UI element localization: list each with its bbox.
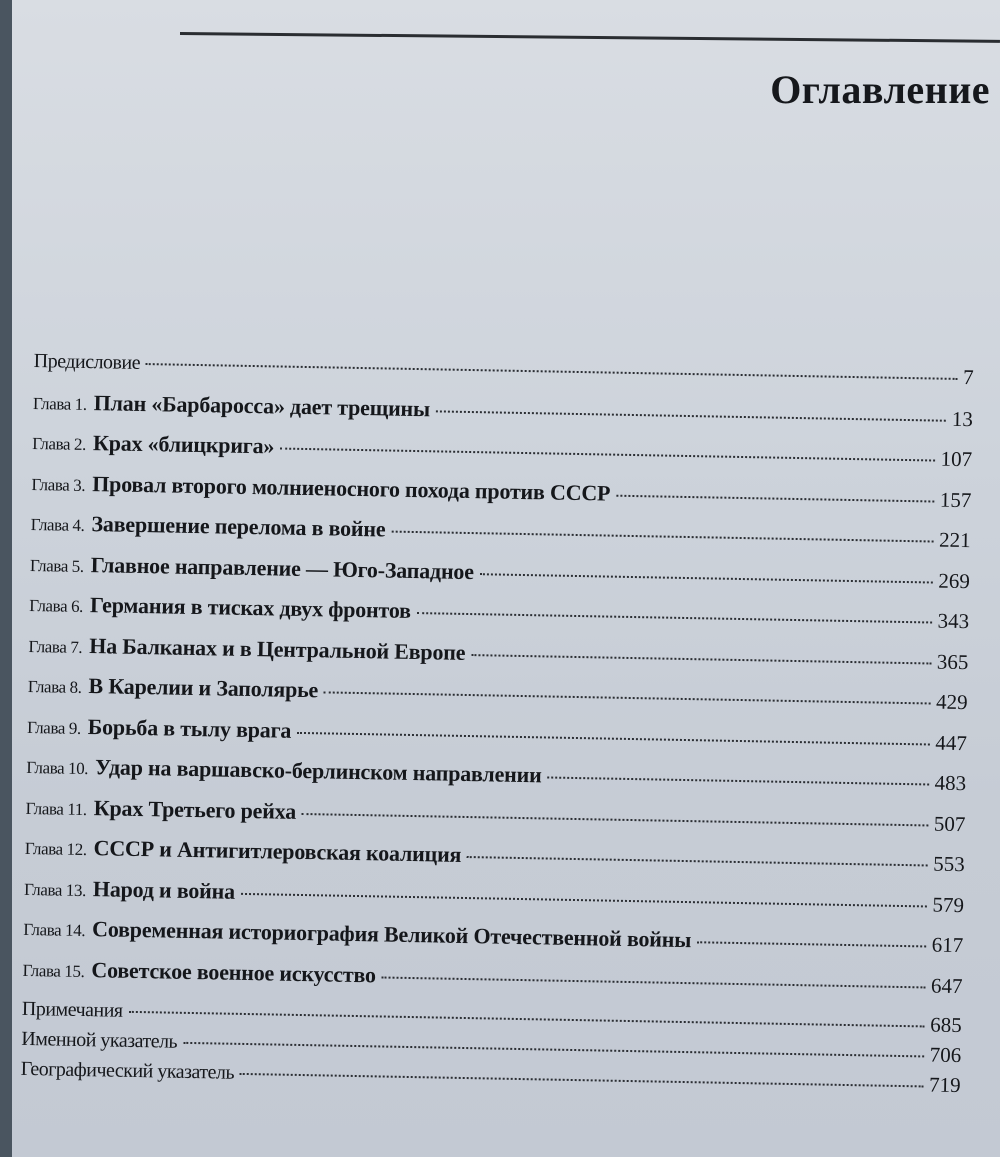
entry-title: Провал второго молниеносного похода против СССР <box>92 470 611 506</box>
chapter-number: Глава 7. <box>28 636 83 657</box>
page-number: 685 <box>930 1012 962 1038</box>
entry-title: СССР и Антигитлеровская коалиция <box>93 835 462 867</box>
dot-leader <box>241 892 927 907</box>
page-number: 447 <box>935 730 968 755</box>
dot-leader <box>382 976 925 988</box>
page-number: 107 <box>940 446 973 472</box>
dot-leader <box>417 612 932 623</box>
chapter-number: Глава 5. <box>29 555 84 576</box>
page-number: 483 <box>934 770 967 796</box>
page-number: 221 <box>938 527 971 553</box>
page-number: 13 <box>951 406 974 431</box>
dot-leader <box>697 941 926 947</box>
page-number: 507 <box>933 811 966 836</box>
page-number: 7 <box>962 365 974 390</box>
chapter-number: Глава 15. <box>22 960 85 981</box>
entry-title: Завершение перелома в войне <box>91 511 386 542</box>
dot-leader <box>616 494 934 502</box>
page-title: Оглавление <box>770 67 990 112</box>
dot-leader <box>391 531 933 543</box>
top-rule <box>180 32 1000 43</box>
page-number: 706 <box>929 1042 962 1068</box>
page-number: 647 <box>930 973 963 998</box>
chapter-number: Глава 4. <box>30 514 85 535</box>
table-of-contents <box>20 348 973 1103</box>
entry-title: Крах Третьего рейха <box>93 794 297 824</box>
page-number: 579 <box>932 892 965 917</box>
page-number: 429 <box>935 689 968 715</box>
page-number: 617 <box>931 932 964 958</box>
entry-title: Народ и война <box>92 875 236 904</box>
dot-leader <box>240 1073 923 1088</box>
dot-leader <box>436 410 946 421</box>
entry-title: Борьба в тылу врага <box>87 713 292 743</box>
entry-title: Главное направление — Юго-Западное <box>90 551 475 584</box>
entry-title: В Карелии и Заполярье <box>88 673 319 703</box>
dot-leader <box>480 573 933 583</box>
page-number: 343 <box>937 608 970 634</box>
entry-title: Примечания <box>21 997 123 1022</box>
dot-leader <box>280 448 934 462</box>
dot-leader <box>129 1011 925 1028</box>
chapter-number: Глава 2. <box>32 433 87 454</box>
dot-leader <box>548 776 929 785</box>
dot-leader <box>302 812 928 825</box>
chapter-number: Глава 13. <box>23 879 87 900</box>
dot-leader <box>297 731 929 745</box>
dot-leader <box>146 363 957 380</box>
page-number: 269 <box>938 568 971 593</box>
dot-leader <box>324 691 930 704</box>
chapter-number: Глава 1. <box>32 393 87 414</box>
entry-title: Удар на варшавско-берлинском направлении <box>94 754 542 788</box>
dot-leader <box>183 1042 924 1058</box>
chapter-number: Глава 14. <box>23 919 86 941</box>
dot-leader <box>471 654 931 664</box>
entry-title: Географический указатель <box>20 1057 235 1084</box>
entry-title: Германия в тисках двух фронтов <box>89 592 412 623</box>
entry-title: Современная историография Великой Отечественной войны <box>91 916 692 953</box>
dot-leader <box>467 856 927 866</box>
chapter-number: Глава 6. <box>29 595 84 616</box>
chapter-number: Глава 9. <box>26 717 81 738</box>
entry-title: Советское военное искусство <box>91 956 377 987</box>
entry-title: Именной указатель <box>21 1027 178 1053</box>
page-number: 719 <box>928 1072 961 1098</box>
entry-title: План «Барбаросса» дает трещины <box>93 389 431 421</box>
chapter-number: Глава 11. <box>25 798 87 819</box>
page-number: 553 <box>932 851 965 877</box>
entry-title: Предисловие <box>33 349 141 374</box>
chapter-number: Глава 12. <box>24 838 87 860</box>
chapter-number: Глава 8. <box>27 676 82 697</box>
entry-title: Крах «блицкрига» <box>92 430 275 459</box>
page-number: 157 <box>939 487 972 512</box>
book-page <box>12 0 1000 1157</box>
chapter-number: Глава 3. <box>31 474 86 495</box>
chapter-number: Глава 10. <box>26 757 89 779</box>
page-number: 365 <box>936 649 969 674</box>
entry-title: На Балканах и в Центральной Европе <box>89 632 466 665</box>
